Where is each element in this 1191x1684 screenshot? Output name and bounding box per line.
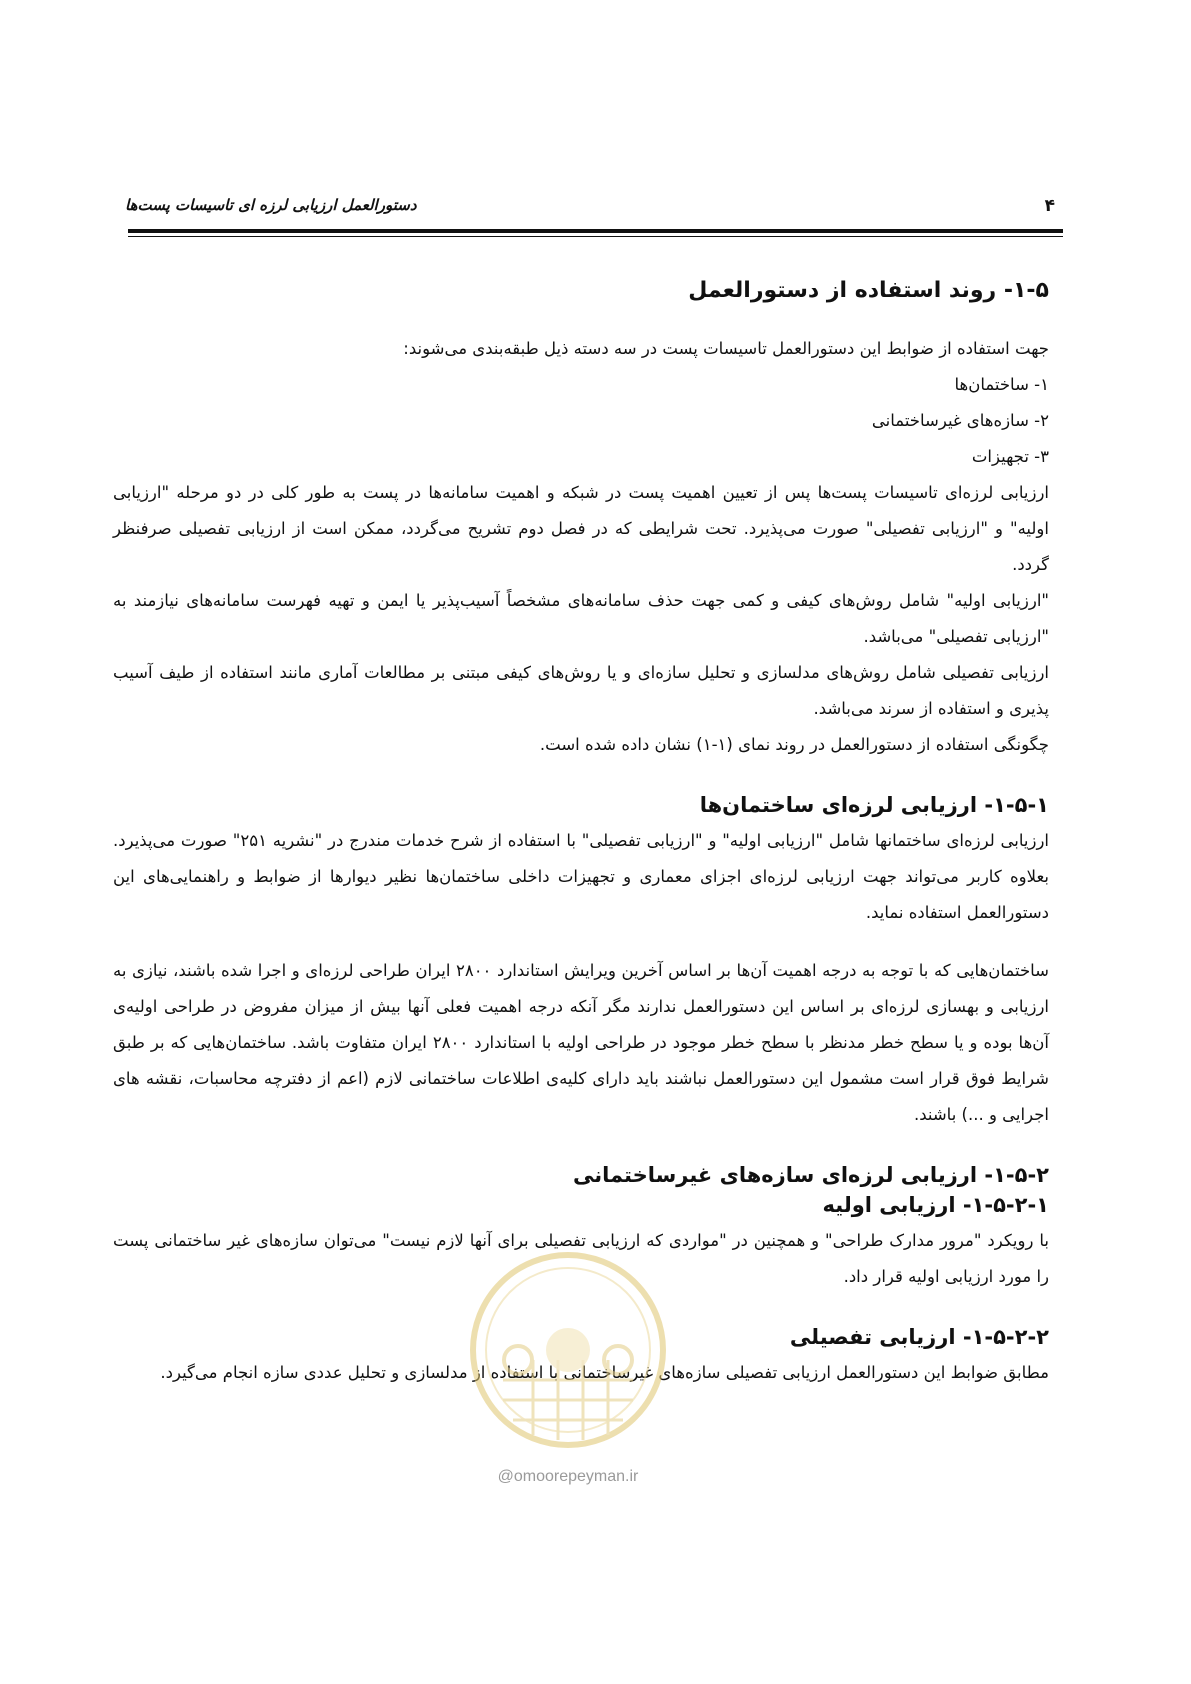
paragraph: ساختمان‌هایی که با توجه به درجه اهمیت آن‌ها بر اساس آخرین ویرایش استاندارد ۲۸۰۰ ایران طراحی لرزه‌ای و اجرا شده باشند، نیازی به ارزیابی و بهسازی لرزه‌ای بر اساس این دستورالعمل ندارند مگر آنکه درجه اهمیت فعلی آنها بیش از میزان مفروض در طراحی اولیه‌ی آن‌ها بوده و یا سطح خطر مدنظر با سطح خطر موجود در طراحی اولیه با استاندارد ۲۸۰۰ ایران متفاوت باشد. ساختمان‌هایی که بر طبق شرایط فوق قرار است مشمول این دستورالعمل نباشند باید دارای کلیه‌ی اطلاعات ساختمانی لازم (اعم از دفترچه محاسبات، نقشه های اجرایی و ...) باشند. bbox=[113, 961, 1049, 1124]
section-heading: ۱-۵- روند استفاده از دستورالعمل bbox=[688, 278, 1049, 303]
paragraph: ارزیابی تفصیلی شامل روش‌های مدلسازی و تحلیل سازه‌ای و یا روش‌های کیفی مبتنی بر مطالعات آماری مانند استفاده از طیف آسیب پذیری و استفاده از سرند می‌باشد. bbox=[113, 663, 1049, 718]
list-item: ۱- ساختمان‌ها bbox=[954, 375, 1049, 394]
paragraph: ارزیابی لرزه‌ای تاسیسات پست‌ها پس از تعیین اهمیت پست در شبکه و اهمیت سامانه‌ها در پست به طور کلی در دو مرحله "ارزیابی اولیه" و "ارزیابی تفصیلی" صورت می‌پذیرد. تحت شرایطی که در فصل دوم تشریح می‌گردد، ممکن است از ارزیابی تفصیلی صرفنظر گردد. bbox=[113, 483, 1049, 574]
header-title: دستورالعمل ارزیابی لرزه ای تاسیسات پست‌ها bbox=[125, 196, 417, 214]
header-rule-thin bbox=[128, 236, 1063, 237]
subsection-heading: ۱-۵-۲- ارزیابی لرزه‌ای سازه‌های غیرساختمانی bbox=[572, 1163, 1049, 1187]
category-list bbox=[113, 367, 1049, 475]
subsubsection-heading: ۱-۵-۲-۱- ارزیابی اولیه bbox=[822, 1193, 1049, 1217]
list-item: ۳- تجهیزات bbox=[971, 447, 1049, 466]
page-body bbox=[113, 278, 1049, 1391]
list-item: ۲- سازه‌های غیرساختمانی bbox=[871, 411, 1049, 430]
header-rule-thick bbox=[128, 229, 1063, 233]
paragraph: چگونگی استفاده از دستورالعمل در روند نمای (۱-۱) نشان داده شده است. bbox=[539, 735, 1049, 754]
watermark-url: @omoorepeyman.ir bbox=[497, 1468, 639, 1485]
section-intro: جهت استفاده از ضوابط این دستورالعمل تاسیسات پست در سه دسته ذیل طبقه‌بندی می‌شوند: bbox=[403, 339, 1049, 358]
paragraph: مطابق ضوابط این دستورالعمل ارزیابی تفصیلی سازه‌های غیرساختمانی با استفاده از مدلسازی و تحلیل عددی سازه انجام می‌گیرد. bbox=[160, 1363, 1049, 1382]
watermark-logo bbox=[463, 1240, 673, 1470]
paragraph: با رویکرد "مرور مدارک طراحی" و همچنین در "مواردی که ارزیابی تفصیلی برای آنها لازم نیست" می‌توان سازه‌های غیر ساختمانی پست را مورد ارزیابی اولیه قرار داد. bbox=[113, 1231, 1049, 1286]
subsection-heading: ۱-۵-۱- ارزیابی لرزه‌ای ساختمان‌ها bbox=[699, 793, 1049, 817]
page-number: ۴ bbox=[1044, 196, 1055, 216]
paragraph: ارزیابی لرزه‌ای ساختمانها شامل "ارزیابی اولیه" و "ارزیابی تفصیلی" با استفاده از شرح خدمات مندرج در "نشریه ۲۵۱" صورت می‌پذیرد. بعلاوه کاربر می‌تواند جهت ارزیابی لرزه‌ای اجزای معماری و تجهیزات داخلی ساختمان‌ها نظیر دیوارها از ضوابط و راهنمایی‌های این دستورالعمل استفاده نماید. bbox=[113, 831, 1049, 922]
paragraph: "ارزیابی اولیه" شامل روش‌های کیفی و کمی جهت حذف سامانه‌های مشخصاً آسیب‌پذیر یا ایمن و تهیه فهرست سامانه‌های نیازمند به "ارزیابی تفصیلی" می‌باشد. bbox=[113, 591, 1049, 646]
subsubsection-heading: ۱-۵-۲-۲- ارزیابی تفصیلی bbox=[789, 1325, 1049, 1349]
